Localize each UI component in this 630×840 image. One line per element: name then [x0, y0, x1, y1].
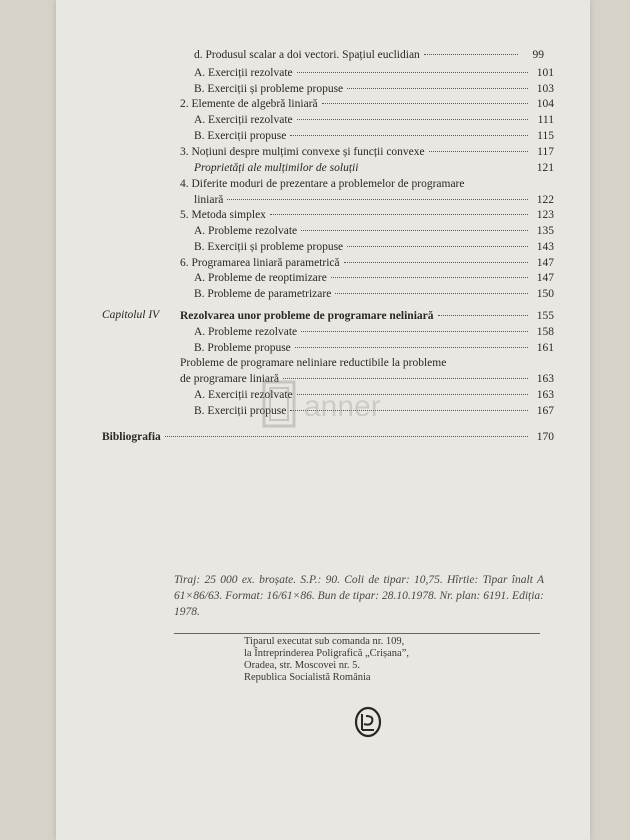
- toc-chapter-entry: [180, 309, 554, 323]
- toc-entry-page: 103: [536, 83, 554, 95]
- toc-entry: [194, 224, 554, 238]
- toc-leader-dots: [270, 214, 528, 215]
- toc-leader-dots: [290, 135, 528, 136]
- toc-leader-dots: [429, 151, 528, 152]
- toc-entry-label: A. Probleme de reoptimizare: [194, 272, 327, 284]
- printer-line: Tiparul executat sub comanda nr. 109,: [244, 636, 405, 647]
- printer-line: Republica Socialistă România: [244, 672, 371, 683]
- toc-entry-page: 147: [536, 257, 554, 269]
- toc-leader-dots: [322, 103, 528, 104]
- toc-entry-label: 3. Noțiuni despre mulțimi convexe și funcții convexe: [180, 146, 425, 158]
- publisher-logo-icon: [354, 706, 382, 738]
- toc-entry-page: 99: [532, 49, 544, 61]
- toc-entry-label: liniară: [194, 194, 224, 206]
- toc-entry-page: 163: [536, 389, 554, 401]
- toc-entry-page: 104: [536, 98, 554, 110]
- toc-entry-label: A. Exerciții rezolvate: [194, 67, 293, 79]
- toc-entry-page: 147: [536, 272, 554, 284]
- toc-entry-page: 117: [537, 146, 554, 158]
- scanner-watermark: [256, 376, 456, 456]
- divider: [174, 633, 540, 634]
- toc-entry-page: 143: [536, 241, 554, 253]
- toc-leader-dots: [297, 72, 528, 73]
- svg-text:anner: anner: [304, 390, 381, 423]
- toc-entry: [194, 325, 554, 339]
- toc-entry-page: 111: [537, 114, 554, 126]
- book-page: [56, 0, 590, 840]
- toc-entry: [180, 208, 554, 222]
- toc-entry-label: 4. Diferite moduri de prezentare a problemelor de programare: [180, 178, 465, 190]
- toc-entry-page: 155: [536, 310, 554, 322]
- toc-entry: [194, 66, 554, 80]
- toc-entry: [194, 129, 554, 143]
- toc-entry: [194, 161, 554, 175]
- toc-entry-label: A. Exerciții rezolvate: [194, 114, 293, 126]
- toc-leader-dots: [347, 88, 528, 89]
- toc-entry-label: A. Probleme rezolvate: [194, 326, 298, 338]
- toc-leader-dots: [344, 262, 528, 263]
- toc-leader-dots: [301, 331, 528, 332]
- toc-entry: [180, 145, 554, 159]
- toc-entry-page: 161: [536, 342, 554, 354]
- toc-entry-page: 121: [536, 162, 554, 174]
- toc-entry-page: 122: [536, 194, 554, 206]
- toc-entry: [180, 97, 554, 111]
- toc-entry-page: 167: [536, 405, 554, 417]
- printer-line: la Întreprinderea Poligrafică „Crișana”,: [244, 648, 410, 659]
- toc-entry-label: 2. Elemente de algebră liniară: [180, 98, 318, 110]
- toc-entry-label: B. Exerciții propuse: [194, 130, 287, 142]
- toc-entry-page: 163: [536, 373, 554, 385]
- toc-entry-label: B. Exerciții propuse: [194, 405, 287, 417]
- toc-entry-label: d. Produsul scalar a doi vectori. Spațiul euclidian: [194, 49, 420, 61]
- toc-entry-page: 150: [536, 288, 554, 300]
- toc-entry-label: Bibliografia: [102, 431, 161, 443]
- toc-entry-label: B. Probleme de parametrizare: [194, 288, 332, 300]
- toc-entry-label: B. Exerciții și probleme propuse: [194, 241, 344, 253]
- toc-entry: [194, 48, 544, 62]
- toc-entry-page: 170: [536, 431, 554, 443]
- toc-entry: [194, 341, 554, 355]
- toc-entry-label: A. Exerciții rezolvate: [194, 389, 293, 401]
- print-colophon: Tiraj: 25 000 ex. broșate. S.P.: 90. Coli de tipar: 10,75. Hîrtie: Tipar înalt A 61×86/63. Format: 16/61×86. Bun de tipar: 28.10.1978. Nr. plan: 6191. Ediția: 1978.: [174, 574, 544, 618]
- toc-entry-label: de programare liniară: [180, 373, 279, 385]
- toc-entry: [180, 256, 554, 270]
- toc-entry-label: 6. Programarea liniară parametrică: [180, 257, 340, 269]
- printer-line: Oradea, str. Moscovei nr. 5.: [244, 660, 361, 671]
- printer-info: [244, 636, 504, 684]
- toc-entry: [180, 177, 465, 191]
- chapter-label: Capitolul IV: [102, 309, 160, 321]
- toc-entry: [194, 287, 554, 301]
- toc-leader-dots: [335, 293, 528, 294]
- toc-entry: [194, 82, 554, 96]
- toc-entry: [180, 356, 446, 370]
- toc-entry-label: Rezolvarea unor probleme de programare neliniară: [180, 310, 434, 322]
- toc-leader-dots: [347, 246, 528, 247]
- toc-entry-page: 135: [536, 225, 554, 237]
- toc-entry: [194, 113, 554, 127]
- toc-entry-page: 101: [536, 67, 554, 79]
- toc-entry-label: Probleme de programare neliniare reductibile la probleme: [180, 357, 447, 369]
- toc-entry-label: 5. Metoda simplex: [180, 209, 266, 221]
- toc-entry: [194, 271, 554, 285]
- toc-leader-dots: [297, 119, 528, 120]
- toc-entry: [194, 193, 554, 207]
- toc-leader-dots: [301, 230, 528, 231]
- toc-leader-dots: [227, 199, 528, 200]
- toc-leader-dots: [295, 347, 528, 348]
- toc-leader-dots: [424, 54, 518, 55]
- toc-entry-page: 115: [537, 130, 554, 142]
- toc-entry-page: 123: [536, 209, 554, 221]
- toc-entry: [194, 240, 554, 254]
- toc-entry-label: A. Probleme rezolvate: [194, 225, 298, 237]
- toc-leader-dots: [331, 277, 528, 278]
- toc-leader-dots: [438, 315, 528, 316]
- toc-entry-label: B. Probleme propuse: [194, 342, 291, 354]
- toc-entry-label: B. Exerciții și probleme propuse: [194, 83, 344, 95]
- toc-entry-label: Proprietăți ale mulțimilor de soluții: [194, 162, 359, 174]
- toc-entry-page: 158: [536, 326, 554, 338]
